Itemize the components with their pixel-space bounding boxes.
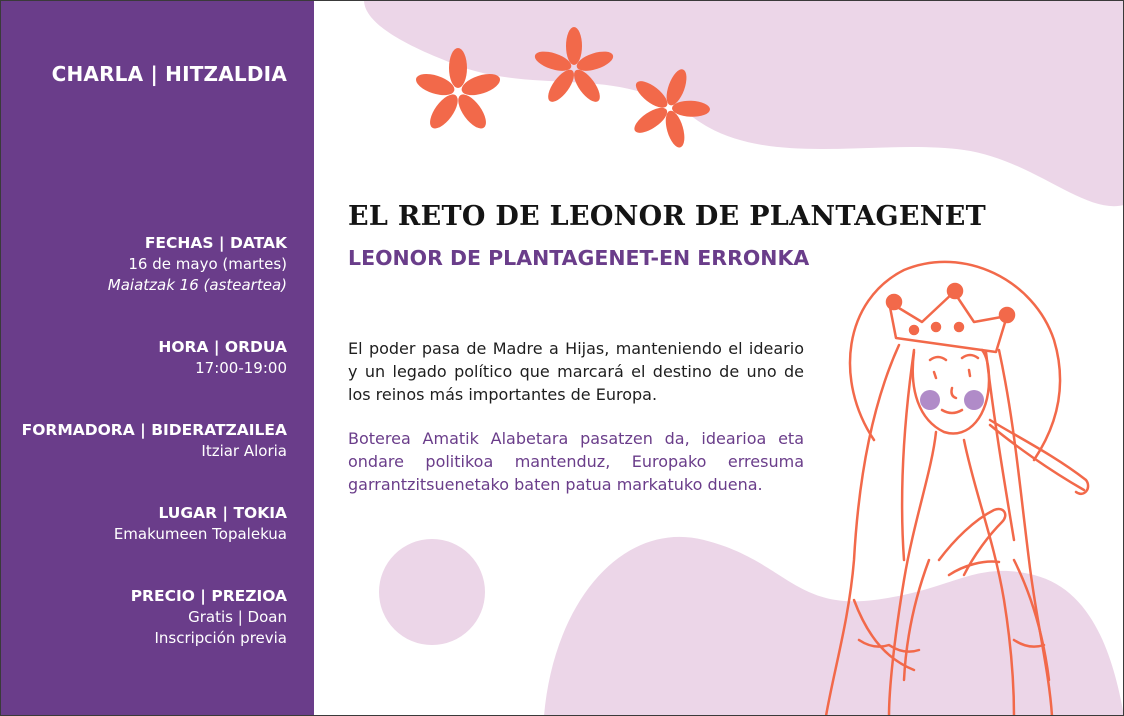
place-label: LUGAR | TOKIA [158,504,287,522]
price-value: Gratis | Doan [188,608,287,626]
top-blob [364,0,1124,206]
time-block [158,337,287,379]
description-eu: Boterea Amatik Alabetara pasatzen da, idearioa eta ondare politikoa mantenduz, Europako erresuma garrantzitsuenetako baten patua markatuko duena. [348,429,804,494]
main-panel [314,0,1124,716]
time-value: 17:00-19:00 [195,359,287,377]
pink-circle [379,539,485,645]
date-block [108,233,287,296]
place-block [114,503,287,545]
speaker-label: FORMADORA | BIDERATZAILEA [21,421,287,439]
price-block [131,586,287,649]
talk-title: EL RETO DE LEONOR DE PLANTAGENET [348,201,986,232]
bottom-blob [544,537,1124,716]
date-label: FECHAS | DATAK [144,234,287,252]
talk-subtitle: LEONOR DE PLANTAGENET-EN ERRONKA [348,246,810,270]
info-sidebar [0,0,314,716]
event-type-heading: CHARLA | HITZALDIA [51,62,287,86]
place-value: Emakumeen Topalekua [113,525,287,543]
date-value-eu: Maiatzak 16 (asteartea) [107,276,287,294]
date-value-es: 16 de mayo (martes) [128,255,287,273]
description-es: El poder pasa de Madre a Hijas, manteniendo el ideario y un legado político que marcará el destino de uno de los reinos más importantes de Europa. [348,339,804,404]
speaker-block [22,420,287,462]
price-label: PRECIO | PREZIOA [130,587,287,605]
time-label: HORA | ORDUA [158,338,287,356]
speaker-value: Itziar Aloria [201,442,287,460]
registration-note: Inscripción previa [154,629,287,647]
